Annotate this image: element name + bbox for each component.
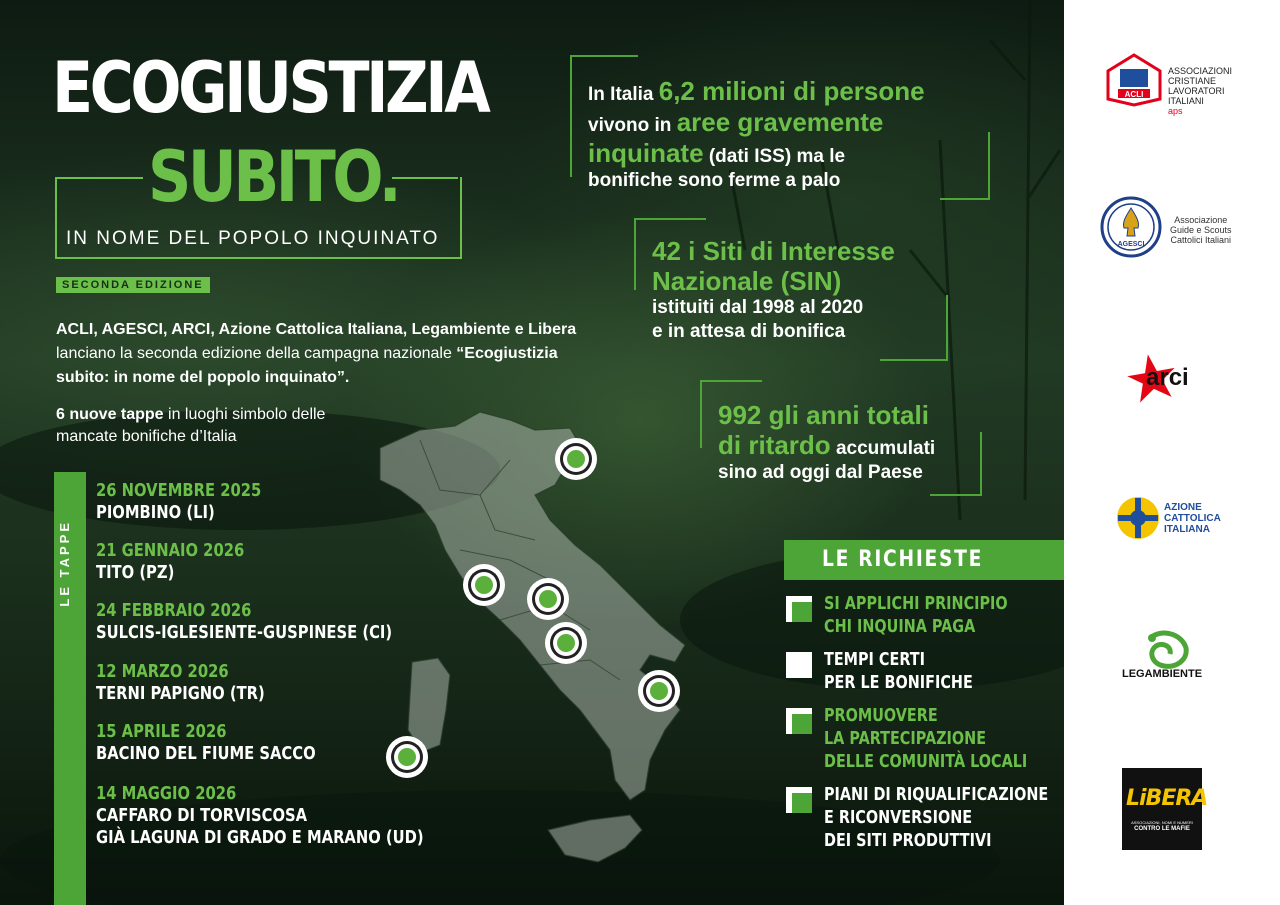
stat1-e: inquinate <box>588 138 704 168</box>
marker-tito <box>463 564 505 606</box>
stat3-b: di ritardo <box>718 430 831 460</box>
stage-2 <box>96 540 244 584</box>
request-line: PIANI DI RIQUALIFICAZIONE <box>824 784 1049 805</box>
libera-l1: ASSOCIAZIONI, NOMI E NUMERI <box>1131 820 1193 825</box>
stat1-b: 6,2 milioni di persone <box>658 76 925 106</box>
stat3-d: sino ad oggi dal Paese <box>718 462 923 483</box>
checkbox-icon <box>786 787 812 813</box>
legambiente-logo-icon <box>1142 630 1192 670</box>
request-line: CHI INQUINA PAGA <box>824 616 976 637</box>
stage-place: TITO (PZ) <box>96 562 175 583</box>
intro-campaign: “Ecogiustizia subito: in nome del popolo inquinato”. <box>56 345 558 386</box>
stat1-c: vivono in <box>588 115 677 136</box>
marker-caffaro <box>386 736 428 778</box>
stage-place: BACINO DEL FIUME SACCO <box>96 743 316 764</box>
stage-3 <box>96 600 392 644</box>
legambiente-text: LEGAMBIENTE <box>1122 668 1203 680</box>
stage-date: 24 FEBBRAIO 2026 <box>96 600 252 621</box>
edition-badge: SECONDA EDIZIONE <box>56 277 210 293</box>
stage-4 <box>96 661 265 705</box>
tappe-intro-bold: 6 nuove tappe <box>56 406 164 423</box>
request-line: E RICONVERSIONE <box>824 807 973 828</box>
agesci-mark: AGESCI <box>1117 241 1145 248</box>
acli-mark: ACLI <box>1124 90 1144 99</box>
acli-l5: aps <box>1168 106 1183 116</box>
intro-orgs: ACLI, AGESCI, ARCI, Azione Cattolica Italiana, Legambiente e Libera <box>56 321 577 338</box>
acli-l2: CRISTIANE <box>1168 76 1217 86</box>
stat1-a: In Italia <box>588 84 659 105</box>
stage-date: 12 MARZO 2026 <box>96 661 229 682</box>
stat2-b: Nazionale (SIN) <box>652 266 842 296</box>
request-line: SI APPLICHI PRINCIPIO <box>824 593 1008 614</box>
title-line1: ECOGIUSTIZIA <box>52 47 488 129</box>
arci-mark: arci <box>1146 364 1189 391</box>
azione-cattolica-text <box>1164 502 1221 535</box>
stage-5 <box>96 721 316 765</box>
stat1-f: (dati ISS) ma le <box>703 146 846 167</box>
request-line: PER LE BONIFICHE <box>824 672 973 693</box>
ac-l1: AZIONE <box>1164 502 1202 513</box>
checkbox-icon <box>786 708 812 734</box>
stage-date: 21 GENNAIO 2026 <box>96 540 245 561</box>
agesci-l1: Associazione <box>1174 215 1228 225</box>
stage-6 <box>96 783 424 849</box>
stage-place-2: GIÀ LAGUNA DI GRADO E MARANO (UD) <box>96 827 424 848</box>
stat2-a: 42 i Siti di Interesse <box>652 236 895 266</box>
agesci-l2: Guide e Scouts <box>1170 225 1232 235</box>
title-line2: SUBITO. <box>148 136 399 218</box>
marker-terni <box>545 622 587 664</box>
stat-polluted-areas <box>588 76 1008 193</box>
acli-text <box>1168 66 1232 116</box>
stat3-a: 992 gli anni totali <box>718 400 929 430</box>
intro-text: lanciano la seconda edizione della campagna nazionale <box>56 345 457 362</box>
azione-cattolica-logo-icon <box>1116 496 1160 540</box>
libera-logo <box>1122 768 1208 850</box>
subtitle: IN NOME DEL POPOLO INQUINATO <box>66 228 440 249</box>
requests-title: LE RICHIESTE <box>822 547 984 572</box>
request-line: PROMUOVERE <box>824 705 938 726</box>
checkbox-icon <box>786 596 812 622</box>
arci-logo-icon <box>1126 352 1206 406</box>
libera-mark: LiBERA <box>1126 786 1208 811</box>
stage-1 <box>96 480 261 524</box>
stage-date: 14 MAGGIO 2026 <box>96 783 237 804</box>
stat1-d: aree gravemente <box>676 107 884 137</box>
acli-l4: ITALIANI <box>1168 96 1204 106</box>
request-line: DELLE COMUNITÀ LOCALI <box>824 751 1028 772</box>
agesci-logo-icon <box>1100 196 1162 258</box>
marker-sulcis <box>527 578 569 620</box>
acli-l1: ASSOCIAZIONI <box>1168 66 1233 76</box>
requests-header <box>784 540 1064 580</box>
acli-l3: LAVORATORI <box>1168 86 1225 96</box>
agesci-l3: Cattolici Italiani <box>1170 235 1232 245</box>
ac-l3: ITALIANA <box>1164 524 1210 535</box>
marker-sacco <box>638 670 680 712</box>
agesci-text <box>1170 215 1232 245</box>
tappe-intro-text: in luoghi simbolo delle mancate bonifiche d’Italia <box>56 406 326 445</box>
checkbox-icon <box>786 652 812 678</box>
acli-logo-icon <box>1104 53 1164 107</box>
tappe-label: LE TAPPE <box>57 520 72 607</box>
stat1-g: bonifiche sono ferme a palo <box>588 170 841 191</box>
stat-sin-sites <box>652 236 972 344</box>
request-line: DEI SITI PRODUTTIVI <box>824 830 992 851</box>
stage-place: TERNI PAPIGNO (TR) <box>96 683 265 704</box>
stage-date: 15 APRILE 2026 <box>96 721 227 742</box>
libera-l2: CONTRO LE MAFIE <box>1134 826 1190 832</box>
stat2-c: istituiti dal 1998 al 2020 <box>652 297 864 318</box>
request-line: TEMPI CERTI <box>824 649 925 670</box>
stage-date: 26 NOVEMBRE 2025 <box>96 480 262 501</box>
stage-place: CAFFARO DI TORVISCOSA <box>96 805 308 826</box>
stat-delay-years <box>718 400 1018 485</box>
request-line: LA PARTECIPAZIONE <box>824 728 987 749</box>
stat3-c: accumulati <box>830 438 936 459</box>
ac-l2: CATTOLICA <box>1164 513 1221 524</box>
stage-place: PIOMBINO (LI) <box>96 502 215 523</box>
marker-piombino <box>555 438 597 480</box>
partner-logos-sidebar <box>1064 0 1280 905</box>
stage-place: SULCIS-IGLESIENTE-GUSPINESE (CI) <box>96 622 393 643</box>
stat2-d: e in attesa di bonifica <box>652 321 846 342</box>
